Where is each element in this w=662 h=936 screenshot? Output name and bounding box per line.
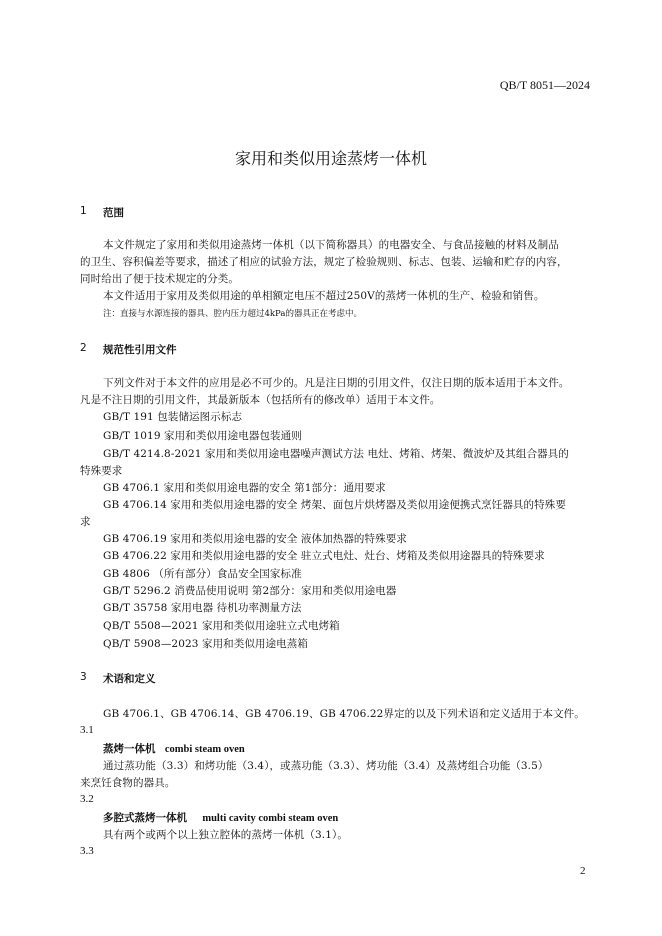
- reference-item: GB/T 5296.2 消费品使用说明 第2部分：家用和类似用途电器: [103, 585, 397, 597]
- section-2-heading: 规范性引用文件: [103, 344, 177, 356]
- section-1-line: 的卫生、容积偏差等要求，描述了相应的试验方法，规定了检验规则、标志、包装、运输和贮存的内容，: [80, 256, 568, 268]
- term-definition: 具有两个或两个以上独立腔体的蒸烤一体机（3.1）。: [103, 829, 348, 841]
- term-en: multi cavity combi steam oven: [202, 813, 339, 824]
- reference-item: GB 4806 （所有部分）食品安全国家标准: [103, 568, 302, 580]
- section-3-number: 3: [80, 671, 87, 683]
- term-definition: 来烹饪食物的器具。: [80, 777, 176, 789]
- term-number: 3.3: [80, 845, 94, 857]
- term-number: 3.1: [80, 724, 94, 736]
- reference-item: 求: [80, 516, 91, 528]
- term-definition: 通过蒸功能（3.3）和烤功能（3.4），或蒸功能（3.3）、烤功能（3.4）及蒸烤组合功能（3.5）: [103, 760, 549, 772]
- reference-item: 特殊要求: [80, 465, 123, 477]
- term-en: combi steam oven: [164, 744, 245, 755]
- reference-item: GB 4706.1 家用和类似用途电器的安全 第1部分：通用要求: [103, 482, 386, 494]
- section-1-number: 1: [80, 205, 87, 217]
- reference-item: GB/T 1019 家用和类似用途电器包装通则: [103, 430, 302, 442]
- section-1-line: 本文件规定了家用和类似用途蒸烤一体机（以下简称器具）的电器安全、与食品接触的材料及制品: [103, 239, 559, 251]
- term-heading: [103, 810, 338, 825]
- reference-item: GB/T 4214.8-2021 家用和类似用途电器噪声测试方法 电灶、烤箱、烤架、微波炉及其组合器具的: [103, 448, 569, 460]
- section-1-note: 注：直接与水源连接的器具、腔内压力超过4kPa的器具正在考虑中。: [103, 309, 362, 319]
- reference-item: GB/T 35758 家用电器 待机功率测量方法: [103, 602, 302, 614]
- section-2-number: 2: [80, 342, 87, 354]
- reference-item: GB 4706.19 家用和类似用途电器的安全 液体加热器的特殊要求: [103, 533, 407, 545]
- reference-item: QB/T 5508—2021 家用和类似用途驻立式电烤箱: [103, 620, 340, 632]
- section-2-intro: 下列文件对于本文件的应用是必不可少的。凡是注日期的引用文件，仅注日期的版本适用于本文件。: [103, 377, 570, 389]
- reference-item: GB 4706.14 家用和类似用途电器的安全 烤架、面包片烘烤器及类似用途便携式烹饪器具的特殊要: [103, 499, 566, 511]
- document-title: 家用和类似用途蒸烤一体机: [234, 149, 427, 168]
- term-cn: 多腔式蒸烤一体机: [103, 812, 187, 824]
- section-3-intro: GB 4706.1、GB 4706.14、GB 4706.19、GB 4706.22界定的以及下列术语和定义适用于本文件。: [103, 708, 585, 720]
- reference-item: GB 4706.22 家用和类似用途电器的安全 驻立式电灶、灶台、烤箱及类似用途器具的特殊要求: [103, 550, 545, 562]
- section-1-line: 同时给出了便于技术规定的分类。: [80, 273, 239, 285]
- reference-item: GB/T 191 包装储运图示标志: [103, 411, 243, 423]
- section-3-heading: 术语和定义: [103, 673, 156, 685]
- reference-item: QB/T 5908—2023 家用和类似用途电蒸箱: [103, 638, 308, 650]
- section-2-intro: 凡是不注日期的引用文件，其最新版本（包括所有的修改单）适用于本文件。: [80, 394, 441, 406]
- section-1-line: 本文件适用于家用及类似用途的单相额定电压不超过250V的蒸烤一体机的生产、检验和销售。: [103, 290, 545, 302]
- term-cn: 蒸烤一体机: [103, 743, 156, 755]
- section-1-heading: 范围: [103, 207, 124, 219]
- standard-number: QB/T 8051—2024: [499, 78, 590, 92]
- page-number: 2: [580, 865, 586, 877]
- term-number: 3.2: [80, 793, 94, 805]
- term-heading: [103, 741, 245, 756]
